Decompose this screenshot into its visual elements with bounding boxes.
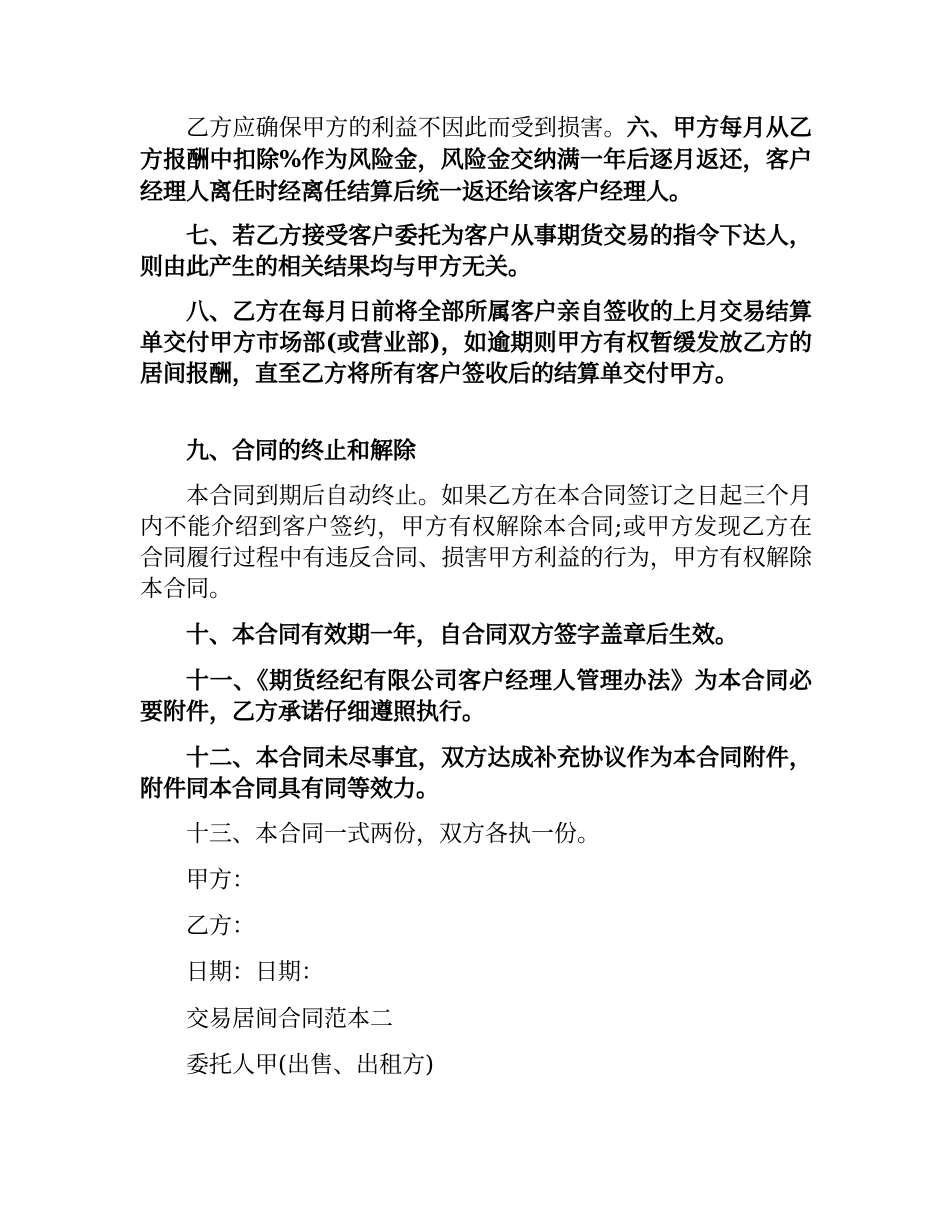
party-a-label: 甲方： [186,867,255,893]
clause-6-text: 六、甲方每月从乙方报酬中扣除%作为风险金，风险金交纳满一年后逐月返还，客户经理人离任时经离任结算后统一返还给该客户经理人。 [140,114,813,205]
clause-12-paragraph: 十二、本合同未尽事宜，双方达成补充协议作为本合同附件，附件同本合同具有同等效力。 [140,744,812,802]
clause-13-paragraph: 十三、本合同一式两份，双方各执一份。 [186,821,600,847]
client-a-label: 委托人甲(出售、出租方) [186,1052,434,1078]
clause-8-paragraph: 八、乙方在每月日前将全部所属客户亲自签收的上月交易结算单交付甲方市场部(或营业部)，如逾期则甲方有权暂缓发放乙方的居间报酬，直至乙方将所有客户签收后的结算单交付甲方。 [140,298,812,387]
template-title: 交易居间合同范本二 [186,1006,393,1032]
clause-6-paragraph [140,112,812,208]
clause-5-tail-text: 乙方应确保甲方的利益不因此而受到损害。 [186,115,627,141]
clause-7-paragraph: 七、若乙方接受客户委托为客户从事期货交易的指令下达人，则由此产生的相关结果均与甲方无关。 [140,222,812,280]
termination-paragraph: 本合同到期后自动终止。如果乙方在本合同签订之日起三个月内不能介绍到客户签约，甲方有权解除本合同;或甲方发现乙方在合同履行过程中有违反合同、损害甲方利益的行为，甲方有权解除本合同。 [140,483,812,602]
party-b-label: 乙方： [186,913,255,939]
clause-11-paragraph: 十一、《期货经纪有限公司客户经理人管理办法》为本合同必要附件，乙方承诺仔细遵照执行。 [140,667,812,725]
clause-10-paragraph: 十、本合同有效期一年，自合同双方签字盖章后生效。 [186,621,738,648]
date-label: 日期：日期： [186,959,324,985]
clause-9-heading: 九、合同的终止和解除 [186,437,416,464]
